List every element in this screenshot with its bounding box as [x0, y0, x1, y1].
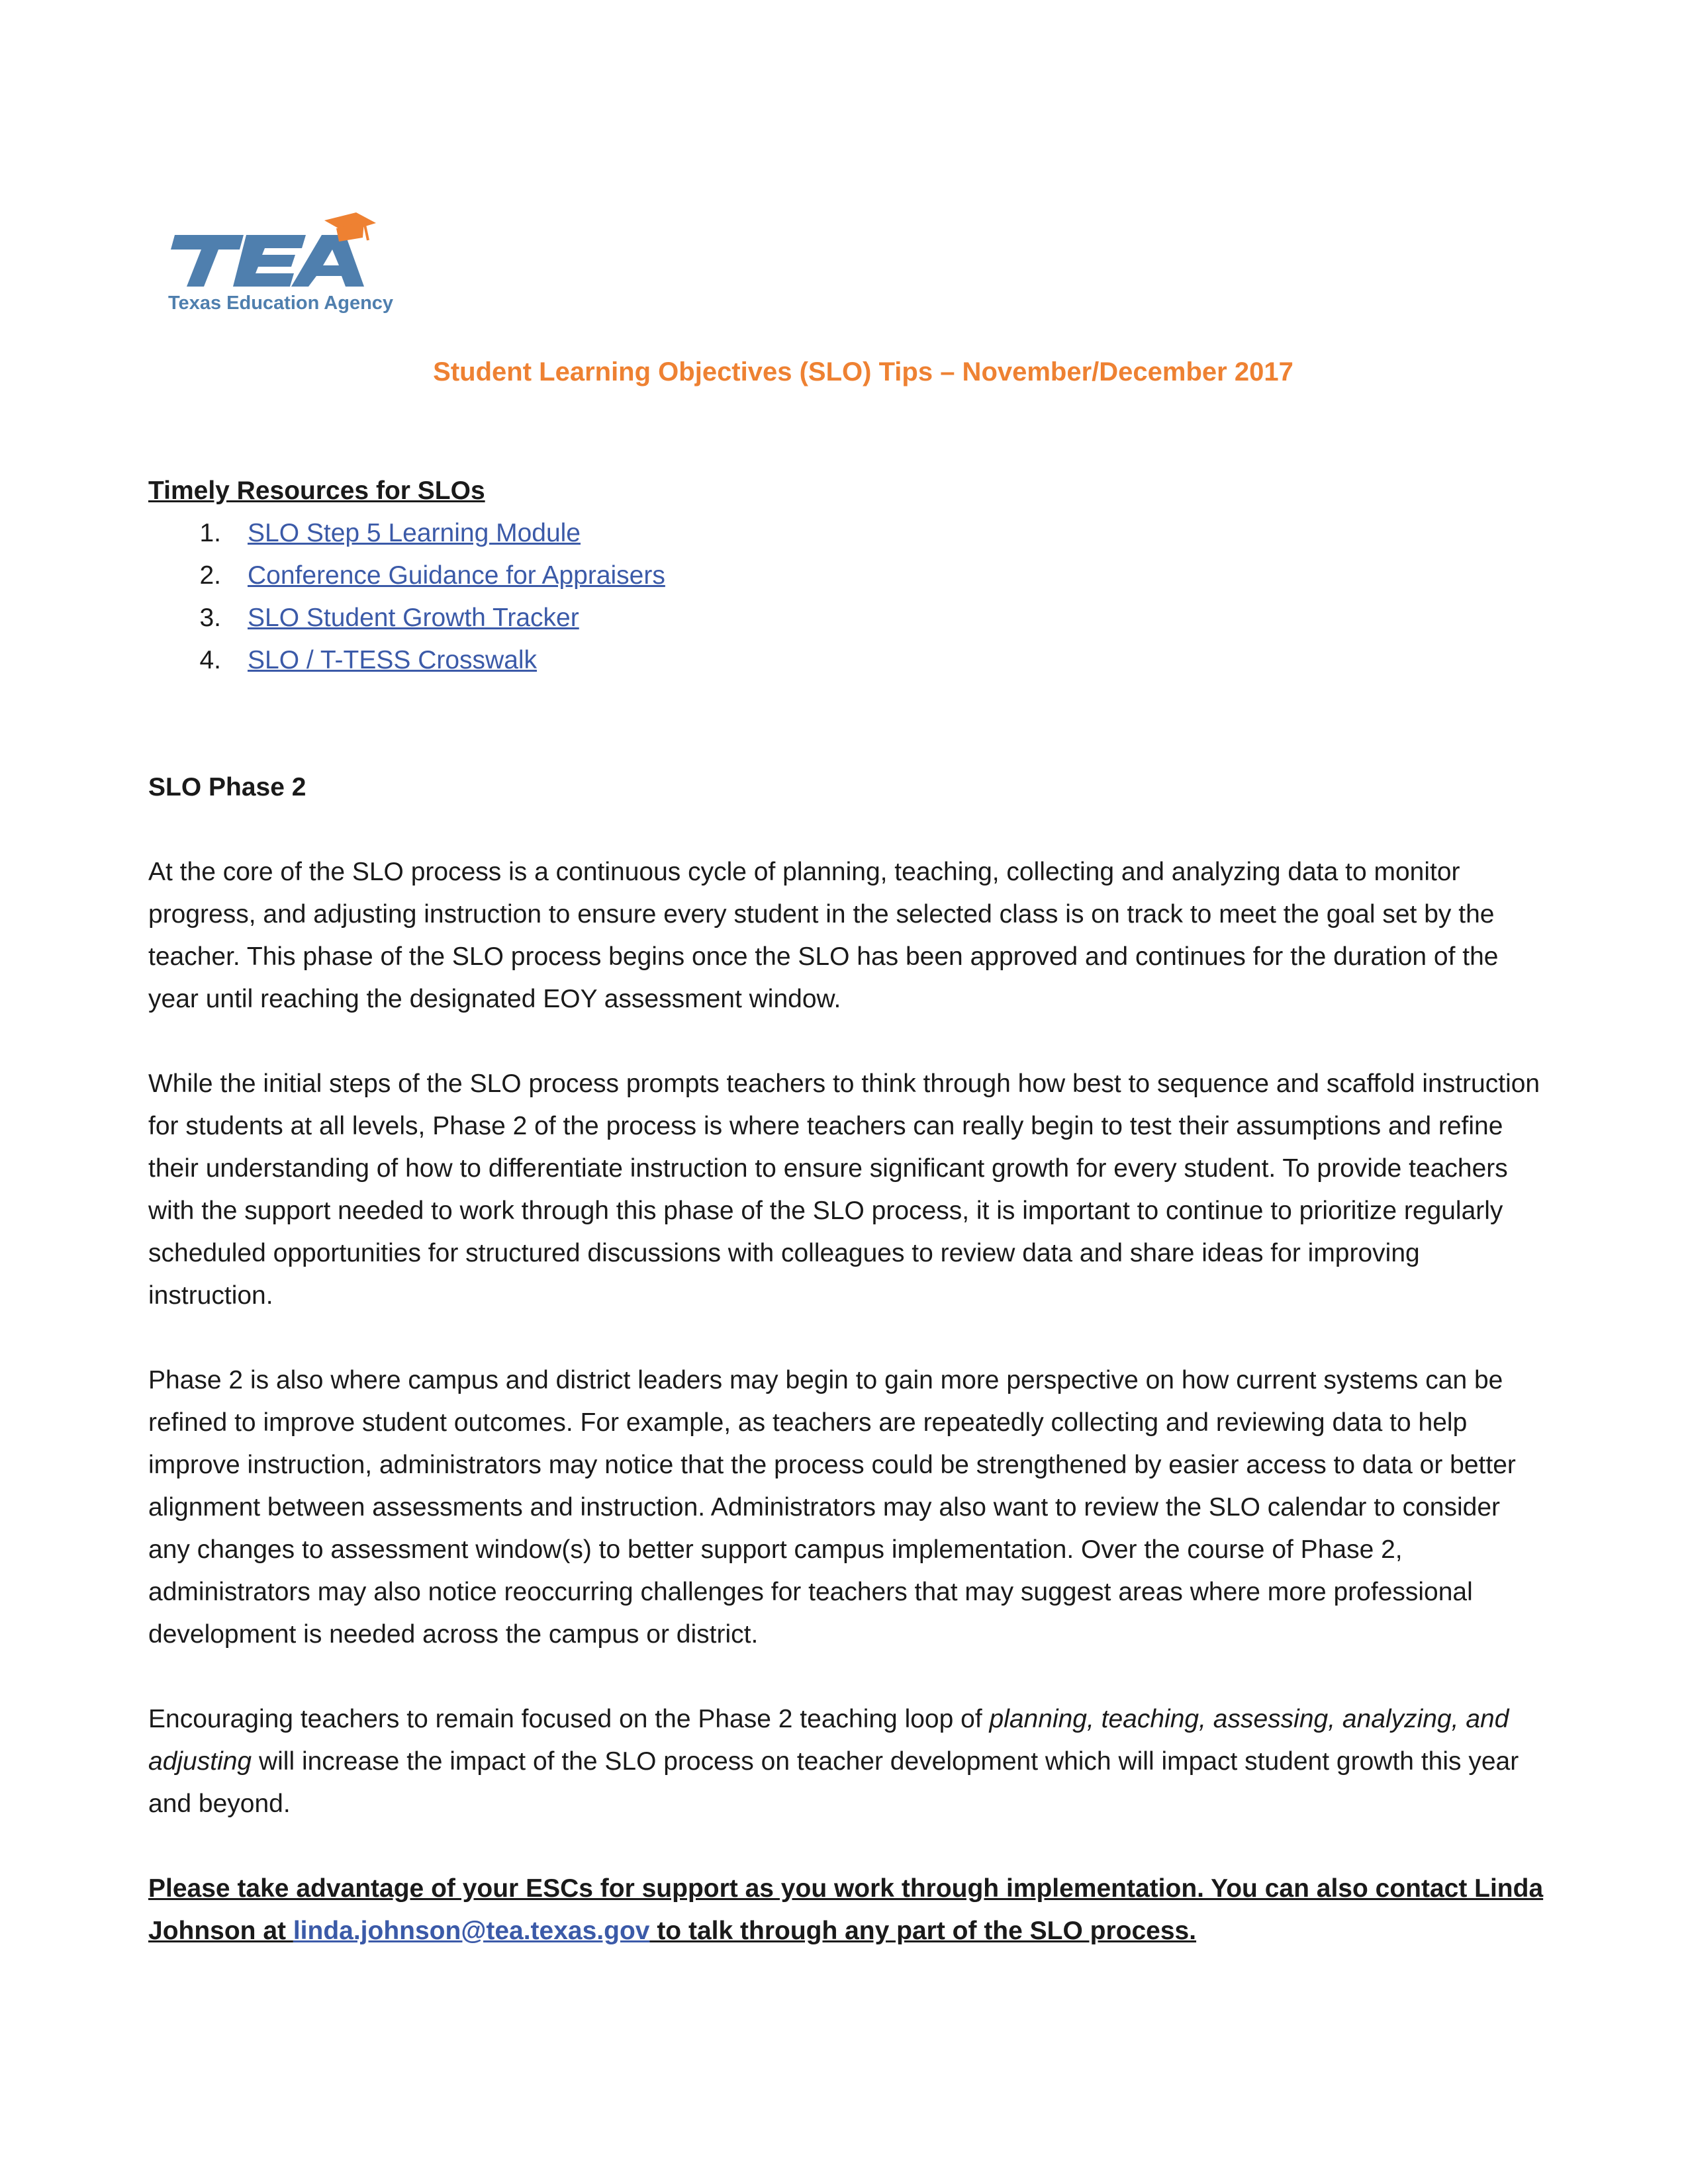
list-item [148, 555, 1545, 597]
email-link[interactable]: linda.johnson@tea.texas.gov [293, 1917, 650, 1945]
document-body [148, 351, 1545, 1952]
list-number: 1. [199, 519, 221, 547]
tea-logo [165, 208, 410, 324]
document-title: Student Learning Objectives (SLO) Tips – November/December 2017 [433, 357, 1293, 387]
tea-logo-mark [165, 208, 410, 295]
paragraph-1: At the core of the SLO process is a continuous cycle of planning, teaching, collecting and analyzing data to monitor progress, and adjusting instruction to ensure every student in the selected class is on track to meet the goal set by the teacher. This phase of the SLO process begins once the SLO has been approved and continues for the duration of the year until reaching the designated EOY assessment window. [148, 858, 1499, 1013]
paragraph-3: Phase 2 is also where campus and district leaders may begin to gain more perspective on how current systems can be refined to improve student outcomes. For example, as teachers are repeatedly collecting and reviewing data to help improve instruction, administrators may notice that the process could be strengthened by easier access to data or better alignment between assessments and instruction. Administrators may also want to review the SLO calendar to consider any changes to assessment window(s) to better support campus implementation. Over the course of Phase 2, administrators may also notice reoccurring challenges for teachers that may suggest areas where more professional development is needed across the campus or district. [148, 1366, 1516, 1649]
list-number: 4. [199, 646, 221, 674]
list-item [148, 512, 1545, 555]
resource-list [148, 512, 1545, 682]
contact-callout [148, 1868, 1545, 1952]
closing-text-start: Encouraging teachers to remain focused on the Phase 2 teaching loop of [148, 1705, 990, 1733]
logo-subtitle: Texas Education Agency [168, 293, 394, 314]
callout-text-start: Please take advantage of your ESCs for support as you work through implementation. You can also contact Linda Johnson at [148, 1874, 1544, 1945]
paragraph-2: While the initial steps of the SLO process prompts teachers to think through how best to sequence and scaffold instruction for students at all levels, Phase 2 of the process is where teachers can really begin to test their assumptions and refine their understanding of how to differentiate instruction to ensure significant growth for every student. To provide teachers with the support needed to work through this phase of the SLO process, it is important to continue to prioritize regularly scheduled opportunities for structured discussions with colleagues to review data and share ideas for improving instruction. [148, 1069, 1540, 1310]
list-item [148, 597, 1545, 639]
callout-text-end: to talk through any part of the SLO process. [649, 1917, 1197, 1945]
closing-italic: planning, teaching, assessing, analyzing, and adjusting [148, 1705, 1509, 1776]
list-item [148, 639, 1545, 682]
closing-text-end: will increase the impact of the SLO process on teacher development which will impact student growth this year and beyond. [148, 1747, 1519, 1818]
paragraph-closing [148, 1698, 1545, 1825]
link-growth-tracker[interactable]: SLO Student Growth Tracker [248, 604, 579, 632]
list-number: 2. [199, 561, 221, 590]
link-tess-crosswalk[interactable]: SLO / T-TESS Crosswalk [248, 646, 538, 674]
link-conference-guidance[interactable]: Conference Guidance for Appraisers [248, 561, 665, 590]
section-heading: SLO Phase 2 [148, 773, 306, 801]
list-number: 3. [199, 604, 221, 632]
resources-heading: Timely Resources for SLOs [148, 477, 485, 505]
link-slo-step5-module[interactable]: SLO Step 5 Learning Module [248, 519, 581, 547]
